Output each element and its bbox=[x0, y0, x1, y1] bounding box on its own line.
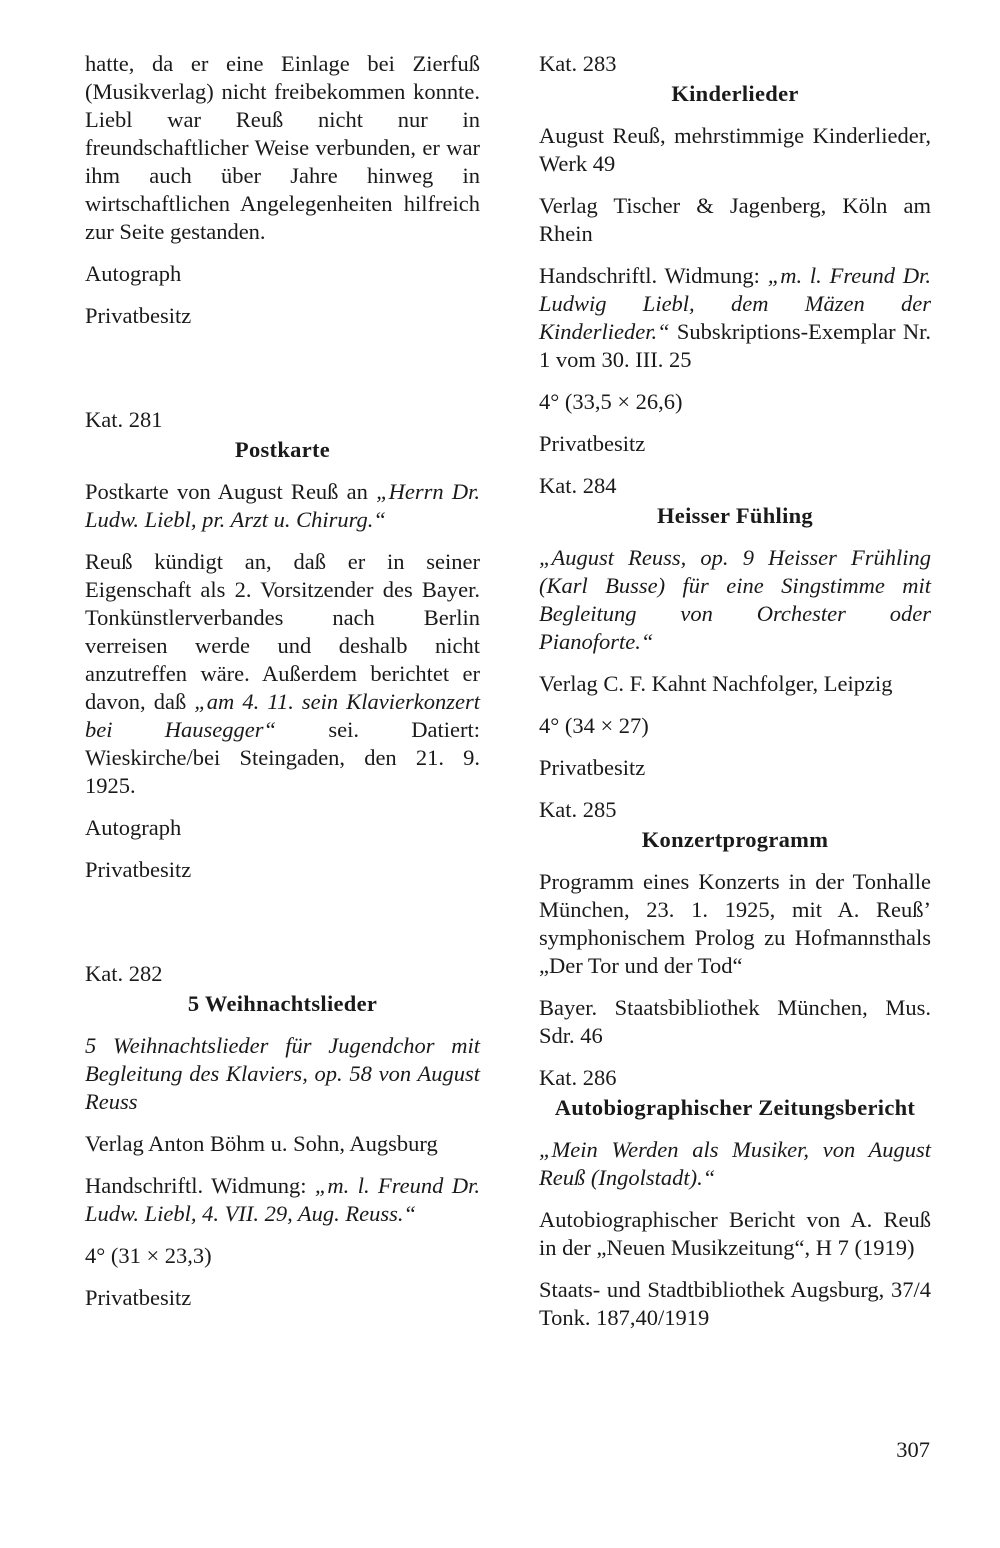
dedication-quote: „m. l. Freund Dr. Ludw. Liebl, 4. VII. 29, Aug. Reuss.“ bbox=[85, 1173, 480, 1226]
entry-description: 5 Weihnachtslieder für Jugendchor mit Begleitung des Klaviers, op. 58 von August Reuss bbox=[85, 1033, 480, 1114]
entry-publisher: Verlag Anton Böhm u. Sohn, Augsburg bbox=[85, 1131, 438, 1156]
entry-title: Konzertprogramm bbox=[641, 827, 829, 852]
entry-number: Kat. 285 bbox=[539, 797, 617, 822]
entry-description: August Reuß, mehrstimmige Kinderlieder, Werk 49 bbox=[539, 123, 931, 176]
entry-number: Kat. 284 bbox=[539, 473, 617, 498]
dedication-quote: „m. l. Freund Dr. Ludwig Liebl, dem Mäzen der Kinderlieder.“ bbox=[539, 263, 931, 344]
entry-format: 4° (33,5 × 26,6) bbox=[539, 389, 683, 414]
catalog-entry-285 bbox=[539, 796, 931, 1050]
entry-number: Kat. 282 bbox=[85, 961, 163, 986]
entry-dedication bbox=[85, 1172, 480, 1228]
catalog-entry-283 bbox=[539, 50, 931, 458]
description-text: Postkarte von August Reuß an bbox=[85, 479, 377, 504]
notes-text: Reuß kündigt an, daß er in seiner Eigenschaft als 2. Vorsitzender des Bayer. Tonkünstlerverbandes nach Berlin verreisen werde und deshalb nicht anzutreffen wäre. Außerdem berichtet er davon, daß bbox=[85, 549, 480, 714]
continued-type: Autograph bbox=[85, 261, 182, 286]
catalog-entry-286 bbox=[539, 1064, 931, 1332]
entry-title: 5 Weihnachtslieder bbox=[187, 991, 378, 1016]
entry-notes: Autobiographischer Bericht von A. Reuß in der „Neuen Musikzeitung“, H 7 (1919) bbox=[539, 1207, 931, 1260]
continued-owner: Privatbesitz bbox=[85, 303, 192, 328]
entry-title: Autobiographischer Zeitungsbericht bbox=[554, 1095, 916, 1120]
entry-title: Kinderlieder bbox=[671, 81, 799, 106]
catalog-entry-284 bbox=[539, 472, 931, 782]
entry-owner: Privatbesitz bbox=[539, 755, 646, 780]
left-column bbox=[85, 50, 480, 1326]
catalog-entry-281 bbox=[85, 406, 480, 884]
entry-title: Heisser Fühling bbox=[657, 503, 813, 528]
catalog-entry-282 bbox=[85, 960, 480, 1312]
entry-owner: Privatbesitz bbox=[85, 857, 192, 882]
entry-number: Kat. 281 bbox=[85, 407, 163, 432]
right-column bbox=[539, 50, 931, 1346]
continued-text: hatte, da er eine Einlage bei Zierfuß (Musikverlag) nicht freibekommen konnte. Liebl war Reuß nicht nur in freundschaftlicher Weise verbunden, er war ihm auch über Jahre hinweg in wirtschaftlichen Angelegenheiten hilfreich zur Seite gestanden. bbox=[85, 51, 480, 244]
entry-title: Postkarte bbox=[234, 437, 331, 462]
page-number: 307 bbox=[896, 1437, 930, 1462]
notes-quote: „am 4. 11. sein Klavierkonzert bei Hausegger“ bbox=[85, 689, 480, 742]
entry-publisher: Verlag Tischer & Jagenberg, Köln am Rhein bbox=[539, 193, 931, 246]
entry-format: 4° (34 × 27) bbox=[539, 713, 649, 738]
entry-owner: Bayer. Staatsbibliothek München, Mus. Sdr. 46 bbox=[539, 995, 931, 1048]
entry-description: „Mein Werden als Musiker, von August Reuß (Ingolstadt).“ bbox=[539, 1137, 931, 1190]
entry-number: Kat. 286 bbox=[539, 1065, 617, 1090]
dedication-label: Handschriftl. Widmung: bbox=[85, 1173, 315, 1198]
entry-owner: Privatbesitz bbox=[85, 1285, 192, 1310]
dedication-label: Handschriftl. Widmung: bbox=[539, 263, 768, 288]
dedication-text-end: Subskriptions-Exemplar Nr. 1 vom 30. III. 25 bbox=[539, 319, 931, 372]
entry-type: Autograph bbox=[85, 815, 182, 840]
entry-owner: Privatbesitz bbox=[539, 431, 646, 456]
entry-notes bbox=[85, 548, 480, 800]
entry-publisher: Verlag C. F. Kahnt Nachfolger, Leipzig bbox=[539, 671, 893, 696]
entry-number: Kat. 283 bbox=[539, 51, 617, 76]
entry-description: Programm eines Konzerts in der Tonhalle München, 23. 1. 1925, mit A. Reuß’ symphonischem Prolog zu Hofmannsthals „Der Tor und der Tod“ bbox=[539, 869, 931, 978]
entry-dedication bbox=[539, 262, 931, 374]
description-quote: „Herrn Dr. Ludw. Liebl, pr. Arzt u. Chirurg.“ bbox=[85, 479, 480, 532]
entry-format: 4° (31 × 23,3) bbox=[85, 1243, 212, 1268]
entry-description: „August Reuss, op. 9 Heisser Frühling (Karl Busse) für eine Singstimme mit Begleitung von Orchester oder Pianoforte.“ bbox=[539, 545, 931, 654]
notes-text-end: sei. Datiert: Wieskirche/bei Steingaden, den 21. 9. 1925. bbox=[85, 717, 480, 798]
entry-description bbox=[85, 478, 480, 534]
entry-owner: Staats- und Stadtbibliothek Augsburg, 37/4 Tonk. 187,40/1919 bbox=[539, 1277, 931, 1330]
